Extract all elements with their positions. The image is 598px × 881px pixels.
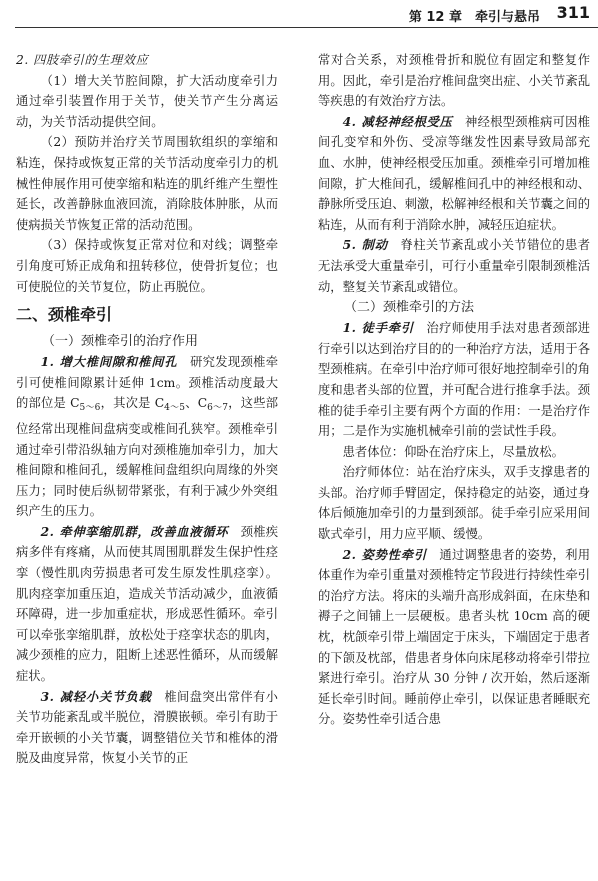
paragraph-lead: 2. 姿势性牵引 — [342, 546, 427, 562]
paragraph: 1. 徒手牵引 治疗师使用手法对患者颈部进行牵引以达到治疗目的的一种治疗方法，适用于各型颈椎病。在牵引中治疗师可很好地控制牵引的角度和患者头部的位置，并可配合进行推拿手法。颈椎的徒手牵引主要有两个方面的作用：一是治疗作用；二是作为实施机械牵引前的尝试性手段。 — [318, 320, 590, 439]
chapter-title: 第 12 章 牵引与悬吊 — [408, 10, 540, 25]
right-column — [318, 50, 590, 730]
section-heading: 二、颈椎牵引 — [16, 305, 113, 325]
paragraph: 3. 减轻小关节负载 椎间盘突出常伴有小关节功能紊乱或半脱位，滑膜嵌顿。牵引有助于牵开嵌顿的小关节囊，调整错位关节和椎体的滑脱及曲度异常，恢复小关节的正 — [16, 688, 278, 766]
page-number: 311 — [556, 3, 590, 22]
paragraph: （3）保持或恢复正常对位和对线；调整牵引角度可矫正成角和扭转移位，使骨折复位；也可使脱位的关节复位，防止再脱位。 — [16, 238, 278, 294]
paragraph: 2. 牵伸挛缩肌群，改善血液循环 颈椎疾病多伴有疼痛，从而使其周围肌群发生保护性痉挛（慢性肌肉劳损患者可发生原发性肌痉挛）。肌肉痉挛加重压迫，造成关节活动减少，血液循环障碍，进一步加重症状，形成恶性循环。牵引可以牵张挛缩肌群，放松处于痉挛状态的肌肉，减少颈椎的应力，阻断上述恶性循环，从而缓解症状。 — [16, 523, 278, 684]
subsection-heading: （二）颈椎牵引的方法 — [344, 300, 475, 316]
paragraph: 常对合关系，对颈椎骨折和脱位有固定和整复作用。因此，牵引是治疗椎间盘突出症、小关节紊乱等疾患的有效治疗方法。 — [318, 53, 590, 109]
paragraph-lead: 1. 增大椎间隙和椎间孔 — [40, 354, 178, 370]
page-header — [0, 0, 598, 30]
subsection-title-limb-traction: 2. 四肢牵引的生理效应 — [16, 53, 149, 67]
subsection-heading: （一）颈椎牵引的治疗作用 — [42, 334, 199, 350]
paragraph-lead: 1. 徒手牵引 — [342, 320, 414, 336]
paragraph: 5. 制动 脊柱关节紊乱或小关节错位的患者无法承受大重量牵引，可行小重量牵引限制颈椎活动，整复关节紊乱或错位。 — [318, 237, 590, 294]
paragraph-lead: 3. 减轻小关节负载 — [40, 688, 152, 704]
paragraph-lead: 5. 制动 — [342, 237, 388, 253]
header-rule — [15, 27, 598, 28]
left-column — [16, 50, 278, 769]
paragraph-lead: 2. 牵伸挛缩肌群，改善血液循环 — [40, 523, 229, 539]
paragraph: 2. 姿势性牵引 通过调整患者的姿势，利用体重作为牵引重量对颈椎特定节段进行持续性牵引的治疗方法。将床的头端升高形成斜面，在床垫和褥子之间铺上一层硬板。患者头枕 10cm 高的硬枕，枕颌牵引带上端固定于床头，下端固定于患者的下颌及枕部，借患者身体向床尾移动将牵引带拉紧进行牵引。治疗从 30 分钟 / 次开始，然后逐渐延长牵引时间。睡前停止牵引，以保证患者睡眠充分。姿势性牵引适合患 — [318, 546, 590, 727]
paragraph-lead: 4. 减轻神经根受压 — [342, 113, 453, 129]
paragraph: 治疗师体位：站在治疗床头，双手支撑患者的头部。治疗师手臂固定，保持稳定的站姿，通过身体后倾施加牵引的力量到颈部。徒手牵引应采用间歇式牵引，用力应平顺、缓慢。 — [318, 465, 590, 542]
paragraph: 患者体位：仰卧在治疗床上，尽量放松。 — [342, 444, 564, 459]
paragraph: （1）增大关节腔间隙，扩大活动度牵引力通过牵引装置作用于关节，使关节产生分离运动，为关节活动提供空间。 — [16, 73, 278, 129]
paragraph: 4. 减轻神经根受压 神经根型颈椎病可因椎间孔变窄和外伤、受凉等继发性因素导致局部充血、水肿，使神经根受压加重。颈椎牵引可增加椎间隙，扩大椎间孔，缓解椎间孔中的神经根和动、静脉所受压迫、刺激，松解神经根和关节囊之间的粘连，从而有利于消除水肿，减轻压迫症状。 — [318, 113, 590, 232]
paragraph: 1. 增大椎间隙和椎间孔 研究发现颈椎牵引可使椎间隙累计延伸 1cm。颈椎活动度最大的部位是 $C_{5\sim 6}$，其次是 $C_{4\sim 5}$、$C_{6\sim 7}$，这些部位经常出现椎间盘病变或椎间孔狭窄。颈椎牵引通过牵引带沿纵轴方向对颈椎施加牵引力，加大椎间隙和椎间孔，缓解椎间盘组织向周缘的外突压力；同时使后纵韧带紧张，有利于减少外突组织产生的压力。 — [16, 354, 279, 519]
paragraph: （2）预防并治疗关节周围软组织的挛缩和粘连，保持或恢复正常的关节活动度牵引力的机械性伸展作用可使挛缩和粘连的肌纤维产生塑性延长，改善静脉血液回流，消除肢体肿胀，从而使病损关节恢复正常的活动范围。 — [16, 135, 278, 232]
